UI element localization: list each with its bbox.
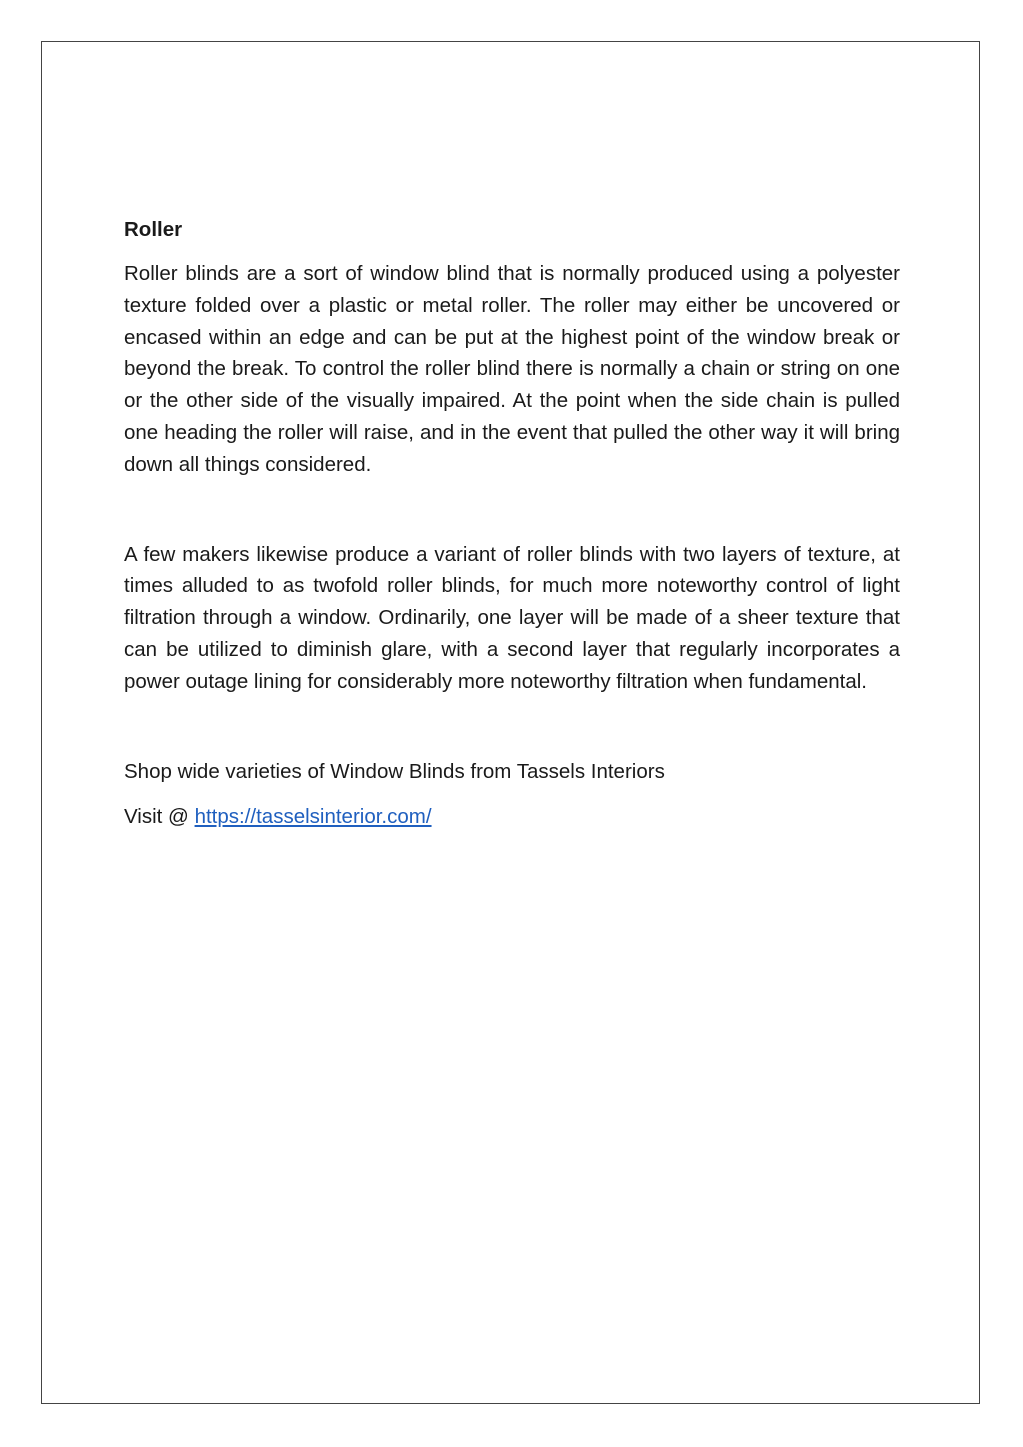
paragraph-spacer bbox=[124, 698, 900, 756]
website-link[interactable]: https://tasselsinterior.com/ bbox=[194, 805, 432, 829]
visit-line bbox=[124, 801, 900, 833]
shop-line: Shop wide varieties of Window Blinds from Tassels Interiors bbox=[124, 759, 665, 783]
document-body bbox=[124, 216, 900, 833]
paragraph-spacer bbox=[124, 481, 900, 539]
section-heading: Roller bbox=[124, 218, 183, 241]
paragraph-double-roller: A few makers likewise produce a variant of roller blinds with two layers of texture, at times alluded to as twofold roller blinds, for much more noteworthy control of light filtration through a window. Ordinarily, one layer will be made of a sheer texture that can be utilized to diminish glare, with a second layer that regularly incorporates a power outage lining for considerably more noteworthy filtration when fundamental. bbox=[124, 542, 900, 693]
paragraph-roller-description: Roller blinds are a sort of window blind that is normally produced using a polyester texture folded over a plastic or metal roller. The roller may either be uncovered or encased within an edge and can be put at the highest point of the window break or beyond the break. To control the roller blind there is normally a chain or string on one or the other side of the visually impaired. At the point when the side chain is pulled one heading the roller will raise, and in the event that pulled the other way it will bring down all things considered. bbox=[124, 262, 900, 476]
visit-prefix: Visit @ bbox=[124, 805, 195, 829]
